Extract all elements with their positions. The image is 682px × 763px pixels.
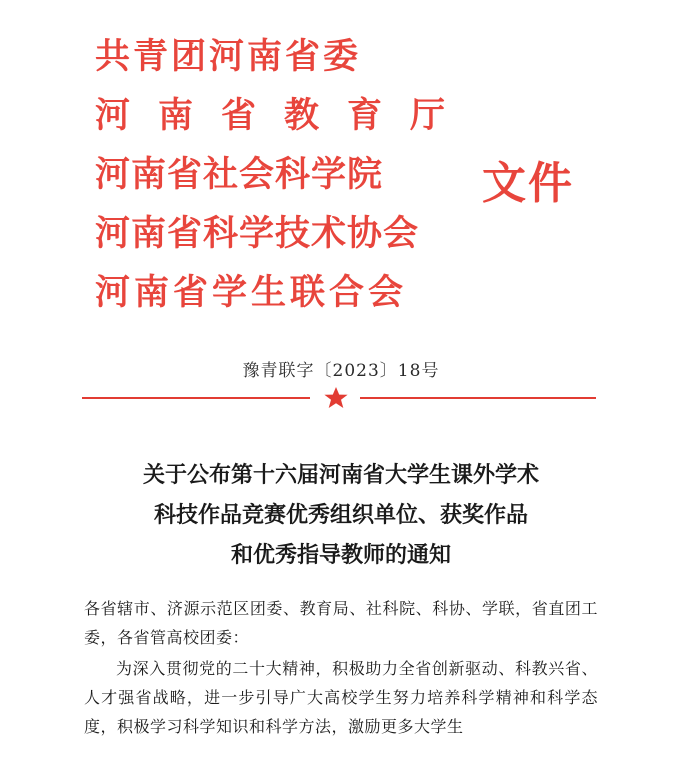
document-body	[84, 594, 598, 741]
title-line: 关于公布第十六届河南省大学生课外学术	[142, 462, 539, 488]
issuer-name: 共青团河南省委	[95, 37, 362, 77]
document-title	[0, 455, 682, 575]
divider-line-left	[82, 397, 310, 399]
divider-line-right	[360, 397, 596, 399]
issuer-list	[95, 28, 515, 323]
issuer-name: 河南省学生联合会	[95, 273, 408, 313]
issuer-name: 河南省社会科学院	[95, 155, 384, 195]
red-divider	[82, 387, 596, 409]
issuer-name: 河南省科学技术协会	[95, 214, 420, 254]
body-paragraph: 为深入贯彻党的二十大精神，积极助力全省创新驱动、科教兴省、人才强省战略，进一步引导广大高校学生努力培养科学精神和科学态度，积极学习科学知识和科学方法，激励更多大学生	[84, 659, 598, 736]
issuer-name: 河南省教育厅	[95, 96, 474, 136]
addressee-line: 各省辖市、济源示范区团委、教育局、社科院、科协、学联，省直团工委，各省管高校团委：	[84, 599, 598, 647]
star-icon	[322, 387, 350, 409]
document-number: 豫青联字〔2023〕18号	[242, 361, 440, 381]
file-heading: 文件	[482, 158, 574, 209]
title-line: 科技作品竞赛优秀组织单位、获奖作品	[153, 502, 528, 528]
title-line: 和优秀指导教师的通知	[230, 542, 451, 568]
